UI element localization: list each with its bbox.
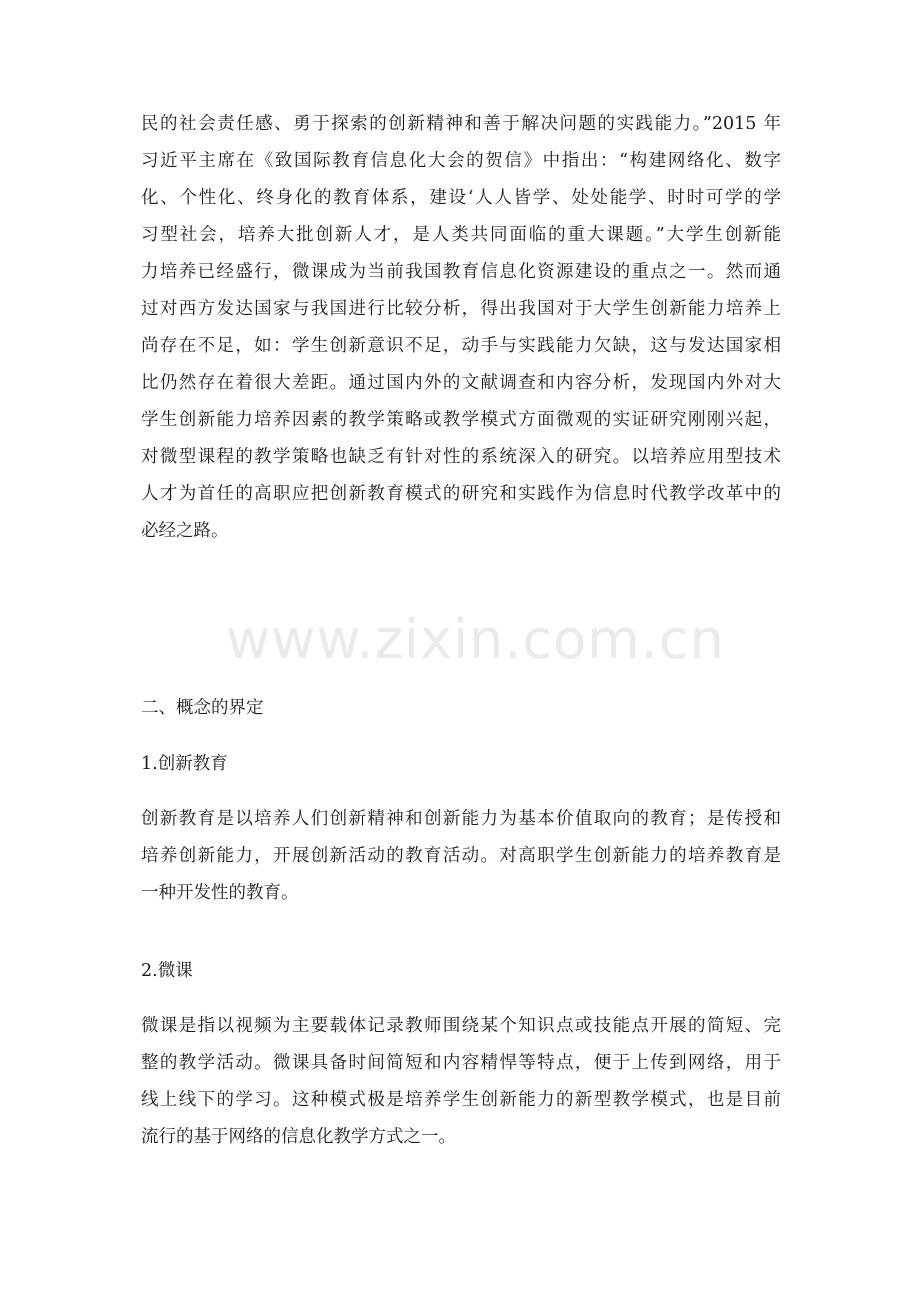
paragraph-line: 学生创新能力培养因素的教学策略或教学模式方面微观的实证研究刚刚兴起，: [141, 410, 781, 430]
paragraph-line: 必经之路。: [141, 521, 229, 541]
paragraph-line: 民的社会责任感、勇于探索的创新精神和善于解决问题的实践能力。”2015 年: [141, 114, 781, 134]
paragraph-line: 流行的基于网络的信息化教学方式之一。: [141, 1127, 456, 1147]
paragraph-line: 人才为首任的高职应把创新教育模式的研究和实践作为信息时代教学改革中的: [141, 484, 781, 504]
paragraph-line: 微课是指以视频为主要载体记录教师围绕某个知识点或技能点开展的简短、完: [141, 1016, 781, 1036]
paragraph-line: 对微型课程的教学策略也缺乏有针对性的系统深入的研究。以培养应用型技术: [141, 447, 781, 467]
paragraph-line: 化、个性化、终身化的教育体系，建设‘人人皆学、处处能学、时时可学的学: [141, 188, 781, 208]
intro-paragraph: [141, 106, 781, 550]
section-heading: 二、概念的界定: [141, 698, 264, 718]
paragraph-line: 习近平主席在《致国际教育信息化大会的贺信》中指出：“构建网络化、数字: [141, 151, 781, 171]
paragraph-line: 尚存在不足，如：学生创新意识不足，动手与实践能力欠缺，这与发达国家相: [141, 336, 781, 356]
watermark-text: www.zixin.com.cn: [226, 608, 725, 671]
paragraph-line: 一种开发性的教育。: [141, 883, 299, 903]
subsection-heading-micro-lesson: 2.微课: [141, 961, 193, 981]
paragraph-line: 培养创新能力，开展创新活动的教育活动。对高职学生创新能力的培养教育是: [141, 846, 781, 866]
paragraph-line: 创新教育是以培养人们创新精神和创新能力为基本价值取向的教育；是传授和: [141, 809, 781, 829]
paragraph-line: 整的教学活动。微课具备时间简短和内容精悍等特点，便于上传到网络，用于: [141, 1053, 781, 1073]
micro-lesson-paragraph: [141, 1008, 781, 1156]
subsection-heading-innovation-education: 1.创新教育: [141, 754, 228, 774]
innovation-education-paragraph: [141, 801, 781, 912]
paragraph-line: 力培养已经盛行，微课成为当前我国教育信息化资源建设的重点之一。然而通: [141, 262, 781, 282]
paragraph-line: 线上线下的学习。这种模式极是培养学生创新能力的新型教学模式，也是目前: [141, 1090, 781, 1110]
paragraph-line: 比仍然存在着很大差距。通过国内外的文献调查和内容分析，发现国内外对大: [141, 373, 781, 393]
paragraph-line: 过对西方发达国家与我国进行比较分析，得出我国对于大学生创新能力培养上: [141, 299, 781, 319]
paragraph-line: 习型社会，培养大批创新人才，是人类共同面临的重大课题。”大学生创新能: [141, 225, 781, 245]
